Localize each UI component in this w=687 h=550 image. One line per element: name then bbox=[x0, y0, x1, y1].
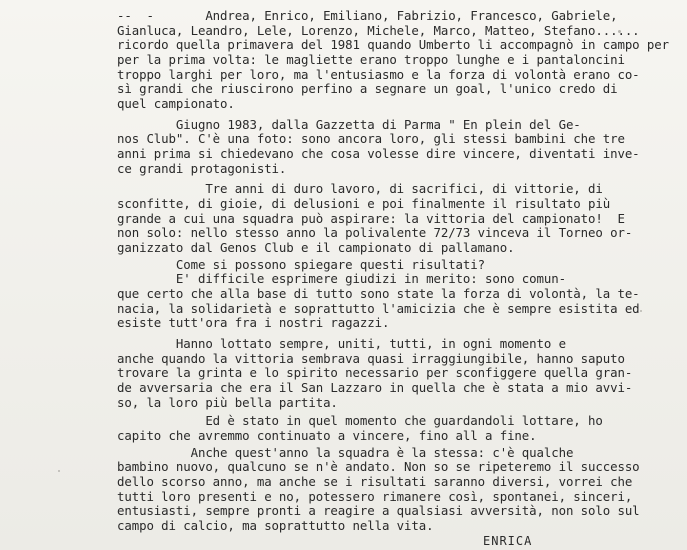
text-line: trovare la grinta e lo spirito necessario per sconfiggere quella gran- bbox=[117, 365, 633, 380]
text-line: nacia, la solidarietà e soprattutto l'amicizia che è sempre esistita ed bbox=[117, 301, 640, 316]
text-line: Hanno lottato sempre, uniti, tutti, in ogni momento e bbox=[117, 336, 566, 351]
text-line: campo di calcio, ma soprattutto nella vita. bbox=[117, 518, 434, 533]
text-line: ricordo quella primavera del 1981 quando Umberto li accompagnò in campo per bbox=[117, 37, 669, 52]
text-line: bambino nuovo, qualcuno se n'è andato. Non so se ripeteremo il successo bbox=[117, 459, 640, 474]
text-line: Tre anni di duro lavoro, di sacrifici, di vittorie, di bbox=[117, 181, 603, 196]
text-line: grande a cui una squadra può aspirare: la vittoria del campionato! E bbox=[117, 211, 625, 226]
text-line: sconfitte, di gioie, di delusioni e poi finalmente il risultato più bbox=[117, 196, 611, 211]
text-line: Gianluca, Leandro, Lele, Lorenzo, Michele, Marco, Matteo, Stefano...... bbox=[117, 23, 640, 38]
text-line: capito che avremmo continuato a vincere, fino all a fine. bbox=[117, 428, 537, 443]
text-line: entusiasti, sempre pronti a reagire a qualsiasi avversità, non solo sul bbox=[117, 503, 640, 518]
text-line: Anche quest'anno la squadra è la stessa: c'è qualche bbox=[117, 445, 574, 460]
text-line: Ed è stato in quel momento che guardandoli lottare, ho bbox=[117, 413, 603, 428]
text-line: nos Club". C'è una foto: sono ancora loro, gli stessi bambini che tre bbox=[117, 131, 625, 146]
text-line: non solo: nello stesso anno la polivalente 72/73 vinceva il Torneo or- bbox=[117, 225, 633, 240]
text-line: troppo larghi per loro, ma l'entusiasmo e la forza di volontà erano co- bbox=[117, 67, 640, 82]
text-line: Giugno 1983, dalla Gazzetta di Parma " En plein del Ge- bbox=[117, 117, 581, 132]
text-line: ganizzato dal Genos Club e il campionato di pallamano. bbox=[117, 240, 515, 255]
signature: ENRICA bbox=[483, 534, 533, 548]
text-line: ce grandi protagonisti. bbox=[117, 161, 287, 176]
text-line: tutti loro presenti e no, potessero rimanere così, spontanei, sinceri, bbox=[117, 489, 633, 504]
text-line: Come si possono spiegare questi risultati? bbox=[117, 257, 485, 272]
text-line: -- - Andrea, Enrico, Emiliano, Fabrizio, Francesco, Gabriele, bbox=[117, 8, 618, 23]
text-line: dello scorso anno, ma anche se i risultati saranno diversi, vorrei che bbox=[117, 474, 633, 489]
text-line: de avversaria che era il San Lazzaro in quella che è stata a mio avvi- bbox=[117, 380, 633, 395]
text-line: so, la loro più bella partita. bbox=[117, 395, 338, 410]
text-line: anni prima si chiedevano che cosa volesse dire vincere, diventati inve- bbox=[117, 146, 640, 161]
text-line: sì grandi che riuscirono perfino a segnare un goal, l'unico credo di bbox=[117, 81, 618, 96]
text-line: esiste tutt'ora fra i nostri ragazzi. bbox=[117, 315, 390, 330]
text-line: E' difficile esprimere giudizi in merito: sono comun- bbox=[117, 271, 566, 286]
text-line: anche quando la vittoria sembrava quasi irraggiungibile, hanno saputo bbox=[117, 351, 625, 366]
text-line: quel campionato. bbox=[117, 96, 235, 111]
text-line: que certo che alla base di tutto sono state la forza di volontà, la te- bbox=[117, 286, 640, 301]
text-line: per la prima volta: le magliette erano troppo lunghe e i pantaloncini bbox=[117, 52, 625, 67]
